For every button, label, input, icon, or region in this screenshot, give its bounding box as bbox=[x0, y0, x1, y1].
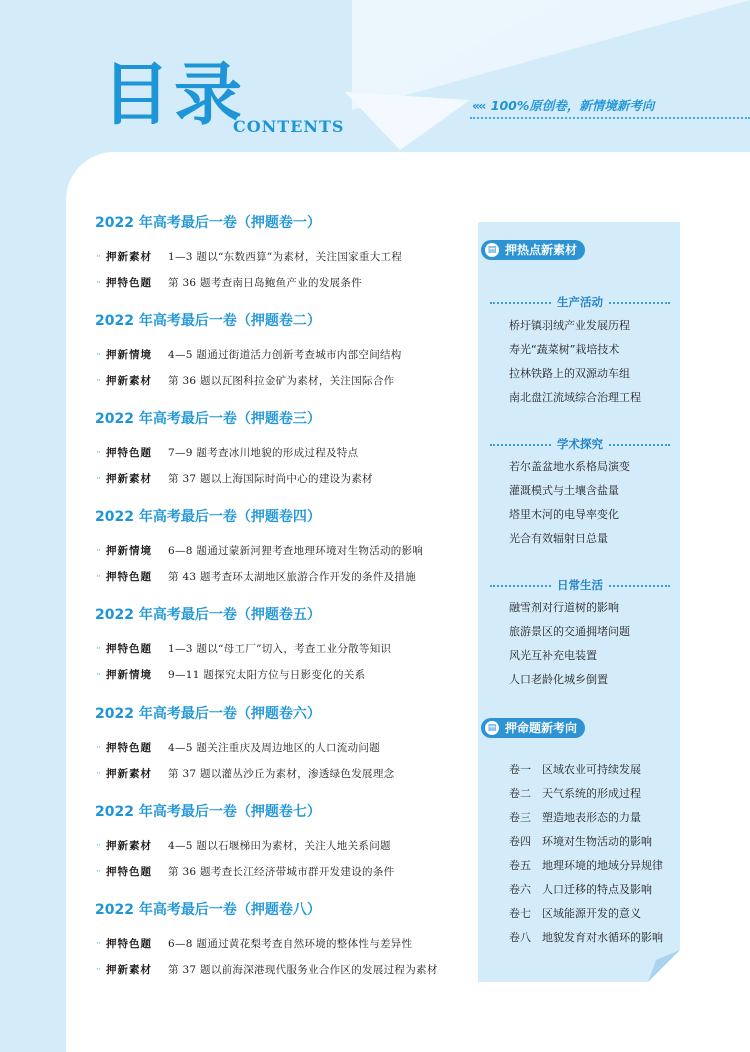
line-description: 1—3 题以“母工厂”切入，考查工业分散等知识 bbox=[168, 643, 392, 655]
volume-line bbox=[95, 835, 465, 857]
direction-item bbox=[509, 906, 641, 922]
bullet-icon: ·· bbox=[96, 252, 100, 262]
group-header bbox=[490, 294, 670, 310]
bullet-icon: ·· bbox=[96, 965, 100, 975]
direction-volume: 卷八 bbox=[509, 931, 531, 944]
chevron-left-icon: «‹‹ bbox=[472, 98, 485, 113]
volume-line bbox=[95, 370, 465, 392]
line-tag: 押特色题 bbox=[106, 938, 152, 950]
volume-block bbox=[95, 212, 465, 294]
line-description: 第 43 题考查环太湖地区旅游合作开发的条件及措施 bbox=[168, 571, 417, 583]
line-tag: 押特色题 bbox=[106, 866, 152, 878]
volume-line bbox=[95, 540, 465, 562]
volume-title[interactable]: 2022 年高考最后一卷（押题卷一） bbox=[95, 215, 321, 231]
line-description: 6—8 题通过蒙新河狸考查地理环境对生物活动的影响 bbox=[168, 545, 424, 557]
line-description: 4—5 题通过街道活力创新考查城市内部空间结构 bbox=[168, 349, 402, 361]
volume-title[interactable]: 2022 年高考最后一卷（押题卷七） bbox=[95, 804, 321, 820]
bullet-icon: ·· bbox=[96, 644, 100, 654]
direction-volume: 卷四 bbox=[509, 835, 531, 848]
line-description: 第 36 题以瓦图科拉金矿为素材，关注国际合作 bbox=[168, 375, 395, 387]
group-title: 生产活动 bbox=[551, 294, 609, 310]
line-description: 第 37 题以上海国际时尚中心的建设为素材 bbox=[168, 473, 373, 485]
line-tag: 押新素材 bbox=[106, 473, 152, 485]
line-description: 第 37 题以前海深港现代服务业合作区的发展过程为素材 bbox=[168, 964, 438, 976]
direction-topic: 地貌发育对水循环的影响 bbox=[542, 931, 663, 944]
line-tag: 押特色题 bbox=[106, 571, 152, 583]
material-item: 若尔盖盆地水系格局演变 bbox=[509, 460, 630, 473]
volume-line bbox=[95, 638, 465, 660]
direction-item bbox=[509, 858, 663, 874]
line-description: 第 37 题以灌丛沙丘为素材，渗透绿色发展理念 bbox=[168, 768, 395, 780]
volume-block bbox=[95, 310, 465, 392]
group-header bbox=[490, 577, 670, 593]
volume-block bbox=[95, 408, 465, 490]
volume-title[interactable]: 2022 年高考最后一卷（押题卷五） bbox=[95, 607, 321, 623]
direction-volume: 卷五 bbox=[509, 859, 531, 872]
direction-item bbox=[509, 882, 652, 898]
direction-item bbox=[509, 786, 641, 802]
volume-block bbox=[95, 506, 465, 588]
volume-line bbox=[95, 737, 465, 759]
volume-title[interactable]: 2022 年高考最后一卷（押题卷六） bbox=[95, 706, 321, 722]
material-item: 旅游景区的交通拥堵问题 bbox=[509, 625, 630, 638]
tagline bbox=[472, 96, 654, 114]
volume-block bbox=[95, 899, 465, 981]
line-description: 第 36 题考查长江经济带城市群开发建设的条件 bbox=[168, 866, 395, 878]
direction-item bbox=[509, 930, 663, 946]
volume-block bbox=[95, 801, 465, 883]
material-item: 桥圩镇羽绒产业发展历程 bbox=[509, 319, 630, 332]
volume-line bbox=[95, 442, 465, 464]
direction-volume: 卷二 bbox=[509, 787, 531, 800]
bullet-icon: ·· bbox=[96, 769, 100, 779]
line-description: 1—3 题以“东数西算”为素材，关注国家重大工程 bbox=[168, 251, 403, 263]
direction-volume: 卷三 bbox=[509, 811, 531, 824]
direction-topic: 天气系统的形成过程 bbox=[542, 787, 641, 800]
volume-line bbox=[95, 763, 465, 785]
direction-volume: 卷七 bbox=[509, 907, 531, 920]
direction-item bbox=[509, 762, 641, 778]
line-tag: 押特色题 bbox=[106, 643, 152, 655]
group-header bbox=[490, 436, 670, 452]
material-item: 人口老龄化城乡倒置 bbox=[509, 673, 608, 686]
volume-line bbox=[95, 272, 465, 294]
bullet-icon: ·· bbox=[96, 474, 100, 484]
line-tag: 押新情境 bbox=[106, 349, 152, 361]
bullet-icon: ·· bbox=[96, 670, 100, 680]
line-tag: 押新素材 bbox=[106, 375, 152, 387]
bullet-icon: ·· bbox=[96, 448, 100, 458]
line-description: 4—5 题关注重庆及周边地区的人口流动问题 bbox=[168, 742, 380, 754]
bullet-icon: ·· bbox=[96, 572, 100, 582]
volume-block bbox=[95, 604, 465, 686]
volume-line bbox=[95, 959, 465, 981]
page-title: 目录 bbox=[102, 56, 247, 135]
bullet-icon: ·· bbox=[96, 376, 100, 386]
bullet-icon: ·· bbox=[96, 841, 100, 851]
material-item: 塔里木河的电导率变化 bbox=[509, 508, 619, 521]
hot-material-header: ▤ 押热点新素材 bbox=[481, 240, 585, 260]
bookmark-icon: ▤ bbox=[485, 243, 499, 257]
page-curl-decoration bbox=[648, 950, 680, 984]
direction-item bbox=[509, 810, 641, 826]
volume-title[interactable]: 2022 年高考最后一卷（押题卷三） bbox=[95, 411, 321, 427]
bullet-icon: ·· bbox=[96, 867, 100, 877]
group-title: 日常生活 bbox=[551, 577, 609, 593]
material-item: 寿光“蔬菜树”栽培技术 bbox=[509, 343, 620, 356]
line-tag: 押新素材 bbox=[106, 251, 152, 263]
direction-topic: 区域农业可持续发展 bbox=[542, 763, 641, 776]
direction-topic: 区域能源开发的意义 bbox=[542, 907, 641, 920]
direction-topic: 环境对生物活动的影响 bbox=[542, 835, 652, 848]
line-tag: 押新素材 bbox=[106, 768, 152, 780]
volume-line bbox=[95, 933, 465, 955]
group-title: 学术探究 bbox=[551, 436, 609, 452]
line-tag: 押新素材 bbox=[106, 840, 152, 852]
tagline-text: 100%原创卷，新情境新考向 bbox=[490, 98, 655, 113]
volume-line bbox=[95, 664, 465, 686]
bullet-icon: ·· bbox=[96, 350, 100, 360]
material-item: 光合有效辐射日总量 bbox=[509, 532, 608, 545]
line-tag: 押新情境 bbox=[106, 669, 152, 681]
bullet-icon: ·· bbox=[96, 939, 100, 949]
direction-volume: 卷一 bbox=[509, 763, 531, 776]
material-item: 灌溉模式与土壤含盐量 bbox=[509, 484, 619, 497]
line-description: 第 36 题考查南日岛鲍鱼产业的发展条件 bbox=[168, 277, 363, 289]
direction-topic: 地理环境的地域分异规律 bbox=[542, 859, 663, 872]
direction-volume: 卷六 bbox=[509, 883, 531, 896]
bullet-icon: ·· bbox=[96, 546, 100, 556]
tagline-divider bbox=[470, 117, 750, 119]
new-direction-header: ▤ 押命题新考向 bbox=[481, 718, 585, 738]
volume-title[interactable]: 2022 年高考最后一卷（押题卷八） bbox=[95, 902, 321, 918]
material-item: 拉林铁路上的双源动车组 bbox=[509, 367, 630, 380]
bullet-icon: ·· bbox=[96, 743, 100, 753]
bullet-icon: ·· bbox=[96, 278, 100, 288]
direction-topic: 塑造地表形态的力量 bbox=[542, 811, 641, 824]
material-item: 融雪剂对行道树的影响 bbox=[509, 601, 619, 614]
line-description: 4—5 题以石堰梯田为素材，关注人地关系问题 bbox=[168, 840, 391, 852]
line-tag: 押特色题 bbox=[106, 277, 152, 289]
material-item: 风光互补充电装置 bbox=[509, 649, 597, 662]
line-tag: 押新情境 bbox=[106, 545, 152, 557]
volume-line bbox=[95, 566, 465, 588]
direction-topic: 人口迁移的特点及影响 bbox=[542, 883, 652, 896]
bookmark-icon: ▤ bbox=[485, 721, 499, 735]
line-tag: 押特色题 bbox=[106, 447, 152, 459]
volume-title[interactable]: 2022 年高考最后一卷（押题卷二） bbox=[95, 313, 321, 329]
volume-line bbox=[95, 861, 465, 883]
line-description: 7—9 题考查冰川地貌的形成过程及特点 bbox=[168, 447, 359, 459]
line-description: 6—8 题通过黄花梨考查自然环境的整体性与差异性 bbox=[168, 938, 413, 950]
line-description: 9—11 题探究太阳方位与日影变化的关系 bbox=[168, 669, 366, 681]
volume-block bbox=[95, 703, 465, 785]
line-tag: 押特色题 bbox=[106, 742, 152, 754]
material-item: 南北盘江流域综合治理工程 bbox=[509, 391, 641, 404]
volume-line bbox=[95, 468, 465, 490]
volume-line bbox=[95, 246, 465, 268]
page-title-english: CONTENTS bbox=[233, 117, 345, 136]
line-tag: 押新素材 bbox=[106, 964, 152, 976]
direction-item bbox=[509, 834, 652, 850]
volume-line bbox=[95, 344, 465, 366]
volume-title[interactable]: 2022 年高考最后一卷（押题卷四） bbox=[95, 509, 321, 525]
